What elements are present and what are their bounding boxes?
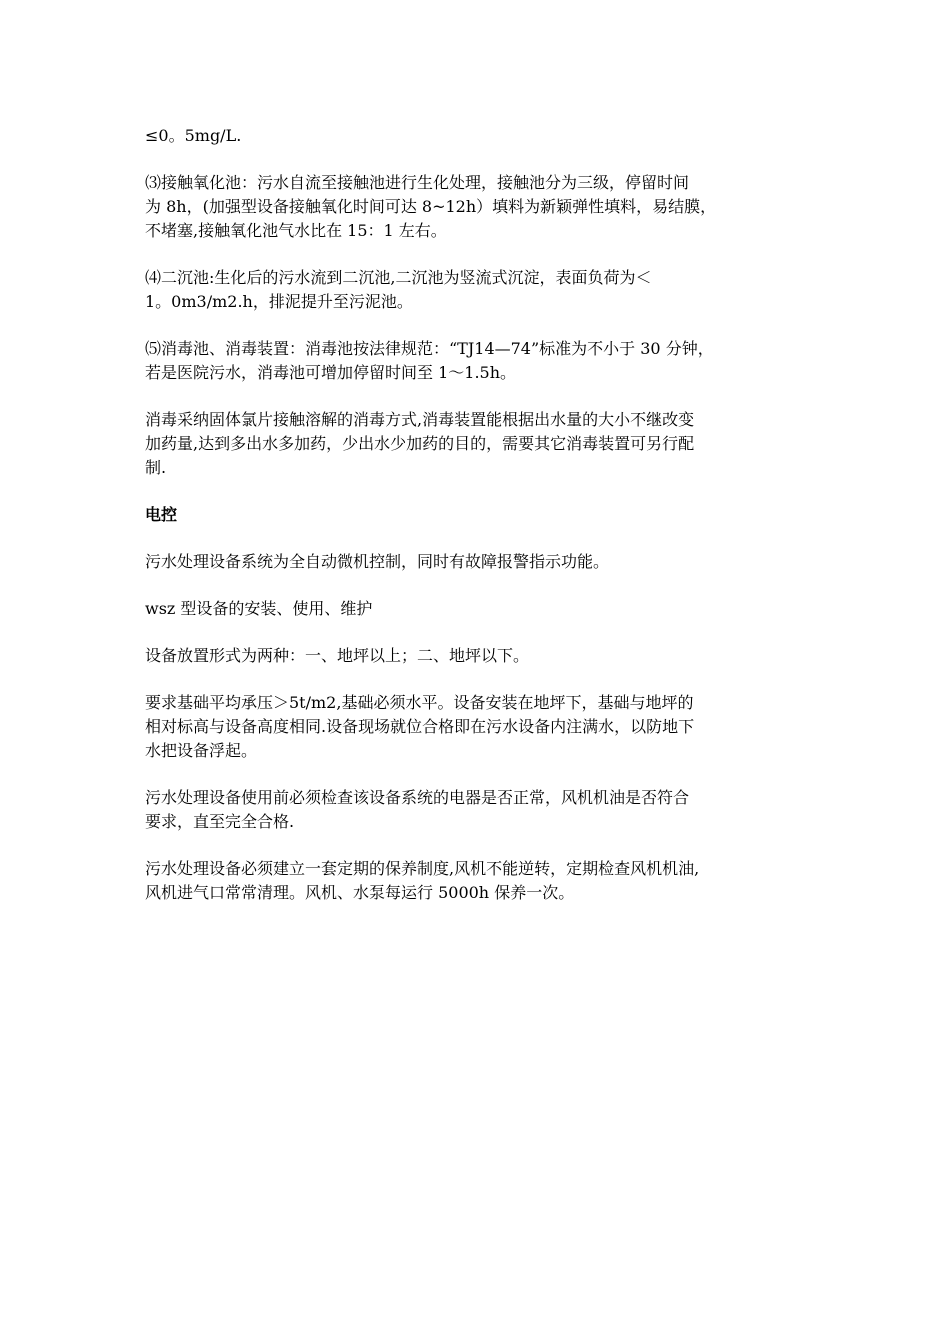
text-line: 水把设备浮起。 (145, 741, 258, 760)
text-line: ≤0。5mg/L. (145, 126, 242, 145)
text-line: 污水处理设备系统为全自动微机控制，同时有故障报警指示功能。 (145, 552, 610, 571)
paragraph-secondary-settling-tank (145, 266, 835, 314)
text-line: 加药量,达到多出水多加药，少出水少加药的目的，需要其它消毒装置可另行配 (145, 434, 695, 453)
text-line: 消毒采纳固体氯片接触溶解的消毒方式,消毒装置能根据出水量的大小不继改变 (145, 410, 695, 429)
paragraph-wsz-installation-title (145, 597, 835, 621)
paragraph-disinfection-tank (145, 337, 835, 385)
text-line: 污水处理设备必须建立一套定期的保养制度,风机不能逆转，定期检查风机机油, (145, 859, 700, 878)
text-line: 1。0m3/m2.h，排泥提升至污泥池。 (145, 292, 413, 311)
paragraph-limit-value (145, 124, 835, 148)
paragraph-control-system (145, 550, 835, 574)
paragraph-contact-oxidation-tank (145, 171, 835, 243)
document-body (145, 124, 835, 928)
text-line: 污水处理设备使用前必须检查该设备系统的电器是否正常，风机机油是否符合 (145, 788, 690, 807)
paragraph-placement-forms (145, 644, 835, 668)
text-line: 若是医院污水，消毒池可增加停留时间至 1～1.5h。 (145, 363, 517, 382)
text-line: 设备放置形式为两种：一、地坪以上；二、地坪以下。 (145, 646, 530, 665)
section-heading-electrical-control: 电控 (145, 505, 178, 524)
text-line: ⑷二沉池:生化后的污水流到二沉池,二沉池为竖流式沉淀，表面负荷为＜ (145, 268, 652, 287)
paragraph-foundation-requirements (145, 691, 835, 763)
paragraph-disinfection-method (145, 408, 835, 480)
text-line: 为 8h，(加强型设备接触氧化时间可达 8~12h）填料为新颖弹性填料，易结膜， (145, 197, 717, 216)
text-line: 制. (145, 458, 167, 477)
text-line: 要求，直至完全合格. (145, 812, 295, 831)
text-line: 不堵塞,接触氧化池气水比在 15：1 左右。 (145, 221, 447, 240)
paragraph-pre-use-inspection (145, 786, 835, 834)
text-line: 要求基础平均承压＞5t/m2,基础必须水平。设备安装在地坪下，基础与地坪的 (145, 693, 694, 712)
text-line: ⑶接触氧化池：污水自流至接触池进行生化处理，接触池分为三级，停留时间 (145, 173, 690, 192)
text-line: wsz 型设备的安装、使用、维护 (145, 599, 373, 618)
text-line: 相对标高与设备高度相同.设备现场就位合格即在污水设备内注满水，以防地下 (145, 717, 695, 736)
text-line: 风机进气口常常清理。风机、水泵每运行 5000h 保养一次。 (145, 883, 575, 902)
text-line: ⑸消毒池、消毒装置：消毒池按法律规范：“TJ14—74”标准为不小于 30 分钟， (145, 339, 714, 358)
paragraph-maintenance (145, 857, 835, 905)
